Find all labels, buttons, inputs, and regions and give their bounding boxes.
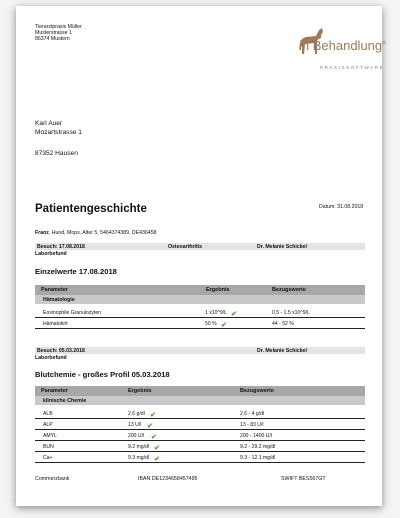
- footer: [35, 476, 365, 484]
- recipient-street: Mozartstrasse 1: [35, 129, 82, 136]
- practice-street: Musterstrasse 1: [35, 30, 72, 36]
- row-reference: 9.2 - 29.2 mg/dl: [240, 444, 276, 450]
- table-row: [35, 408, 365, 419]
- recipient-address: [35, 119, 82, 158]
- check-icon: ✔: [154, 456, 160, 463]
- logo-wordmark: [299, 38, 386, 53]
- group-label: klinische Chemie: [43, 398, 87, 404]
- practice-address: [35, 24, 82, 42]
- col-reference: Bezugswerte: [272, 287, 306, 293]
- check-icon: ✔: [221, 322, 227, 329]
- table-row: [35, 318, 365, 329]
- visit-doctor: Dr. Melanie Schickel: [257, 348, 307, 354]
- row-result: 9.2 mg/dl: [128, 444, 149, 450]
- visit-date: Besuch: 17.08.2018: [37, 244, 85, 250]
- row-result: 13 U/l: [128, 422, 142, 428]
- col-parameter: Parameter: [41, 388, 68, 394]
- row-parameter: Ca+: [43, 455, 53, 461]
- logo-subtitle: PRAXISSOFTWARE: [320, 65, 385, 70]
- document-date: Datum: 31.08.2018: [319, 204, 364, 210]
- group-label: Hämatologie: [43, 297, 75, 303]
- patient-line: [35, 230, 156, 236]
- check-icon: ✔: [154, 445, 160, 452]
- col-reference: Bezugswerte: [240, 388, 274, 394]
- footer-bank: Commerzbank: [35, 476, 70, 482]
- visit-bar: [35, 243, 365, 250]
- table-group: [35, 396, 365, 405]
- table-row: [35, 419, 365, 430]
- row-parameter: BUN: [43, 444, 54, 450]
- visit-doctor: Dr. Melanie Schickel: [257, 244, 307, 250]
- visit-date: Besuch: 05.03.2018: [37, 348, 85, 354]
- row-reference: 13 - 83 U/l: [240, 422, 264, 428]
- row-parameter: AMYL: [43, 433, 57, 439]
- page-title: Patientengeschichte: [35, 203, 147, 215]
- row-reference: 44 - 52 %: [272, 321, 294, 327]
- table-row: [35, 307, 365, 318]
- section-label: Laborbefund: [35, 355, 67, 361]
- logo-registered: ®: [382, 40, 386, 47]
- row-reference: 0.5 - 1.5 x10^9/L: [272, 310, 310, 316]
- col-result: Ergebnis: [206, 287, 230, 293]
- row-result: 200 U/l: [128, 433, 145, 439]
- table-heading: Einzelwerte 17.08.2018: [35, 267, 117, 276]
- document-page: [16, 6, 386, 506]
- table-row: [35, 452, 365, 463]
- table-group: [35, 295, 365, 304]
- row-parameter: ALB: [43, 411, 53, 417]
- row-reference: 2.6 - 4 g/dl: [240, 411, 265, 417]
- table-header: [35, 386, 365, 396]
- practice-name: Tierarztpraxis Müller: [35, 24, 82, 30]
- check-icon: ✔: [231, 311, 237, 318]
- recipient-name: Karl Auer: [35, 120, 63, 127]
- visit-diagnosis: Osteoarthritis: [168, 244, 203, 250]
- col-parameter: Parameter: [41, 287, 68, 293]
- col-result: Ergebnis: [128, 388, 152, 394]
- row-parameter: ALP: [43, 422, 53, 428]
- check-icon: ✔: [150, 412, 156, 419]
- patient-name: Franz: [35, 230, 49, 236]
- row-result: 50 %: [205, 321, 217, 327]
- row-parameter: Eosinophile Granulozyten: [43, 310, 102, 316]
- practice-city: 86374 Mustern: [35, 36, 70, 42]
- table-row: [35, 430, 365, 441]
- check-icon: ✔: [147, 423, 153, 430]
- row-result: 1 x10^9/L: [205, 310, 227, 316]
- logo-text: in Behandlung: [299, 38, 383, 53]
- row-result: 9.3 mg/dl: [128, 455, 149, 461]
- table-header: [35, 285, 365, 295]
- row-parameter: Hämatokrit: [43, 321, 68, 327]
- section-label: Laborbefund: [35, 251, 67, 257]
- recipient-city: 87352 Hausen: [35, 150, 78, 157]
- table-row: [35, 441, 365, 452]
- row-result: 2.6 g/dl: [128, 411, 145, 417]
- footer-swift: SWIFT BES567GT: [281, 476, 326, 482]
- check-icon: ✔: [151, 434, 157, 441]
- row-reference: 200 - 1400 U/l: [240, 433, 272, 439]
- row-reference: 9.3 - 12.1 mg/dl: [240, 455, 276, 461]
- footer-iban: IBAN DE1234658457495: [138, 476, 198, 482]
- patient-details: , Hund, Mops, Alter 5, 5464374389, DE436458: [48, 230, 157, 236]
- table-heading: Blutchemie - großes Profil 05.03.2018: [35, 370, 170, 379]
- visit-bar: [35, 347, 365, 354]
